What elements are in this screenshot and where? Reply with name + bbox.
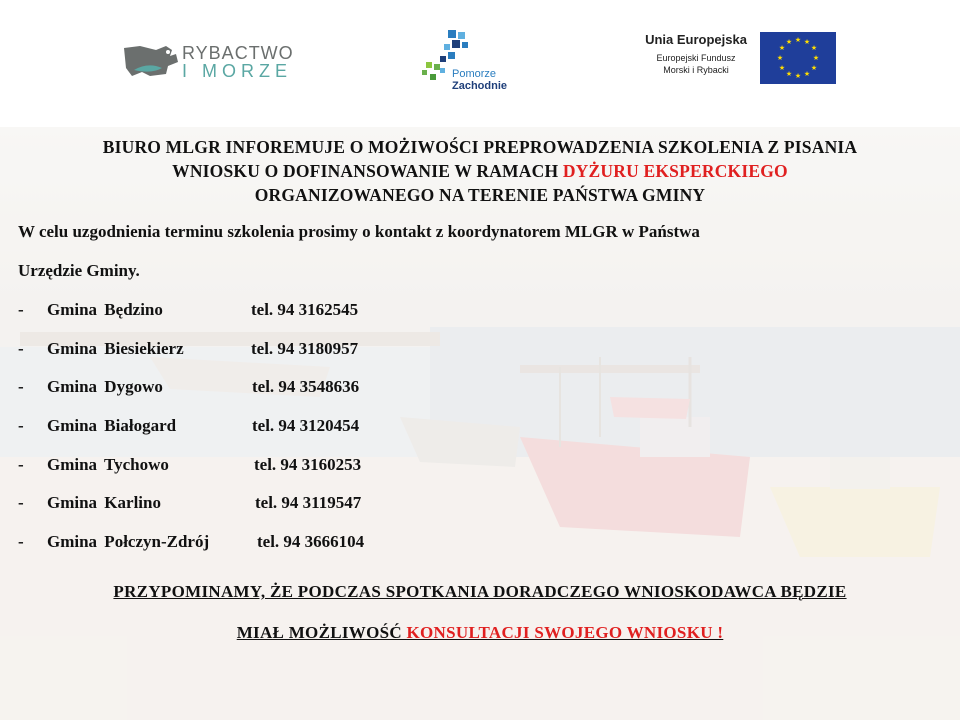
contact-name: Gmina Biesiekierz <box>47 339 184 358</box>
eu-flag-icon <box>760 32 836 84</box>
svg-text:★: ★ <box>810 44 818 52</box>
fish-icon <box>122 40 180 80</box>
reminder-line2-text: MIAŁ MOŻLIWOŚĆ <box>236 623 407 642</box>
headline-line2 <box>20 159 940 183</box>
list-dash: - <box>18 300 24 319</box>
pomorze-logo-line2: Zachodnie <box>452 80 508 92</box>
pomorze-logo-line1: Pomorze <box>452 68 497 80</box>
contact-phone: tel. 94 3666104 <box>257 532 365 551</box>
rybactwo-logo-line2: I MORZE <box>182 61 292 81</box>
list-dash: - <box>18 532 24 551</box>
rybactwo-i-morze-logo <box>122 40 292 86</box>
logo-header <box>0 0 960 127</box>
eu-logo-subtitle <box>636 52 756 76</box>
contact-name: Gmina Tychowo <box>47 455 169 474</box>
pomorze-logo-text <box>452 68 507 92</box>
rybactwo-logo-line1: RYBACTWO <box>182 43 294 63</box>
intro-line2: Urzędzie Gminy. <box>18 261 140 280</box>
svg-text:★: ★ <box>794 36 802 44</box>
list-dash: - <box>18 416 24 435</box>
svg-text:★: ★ <box>810 64 818 72</box>
contact-name: Gmina Karlino <box>47 493 161 512</box>
reminder-consultation: KONSULTACJI SWOJEGO WNIOSKU ! <box>406 623 724 642</box>
list-dash: - <box>18 339 24 358</box>
svg-text:★: ★ <box>803 70 811 78</box>
svg-text:★: ★ <box>812 54 820 62</box>
contact-name: Gmina Będzino <box>47 300 163 319</box>
headline-line3: ORGANIZOWANEGO NA TERENIE PAŃSTWA GMINY <box>254 185 706 205</box>
contact-phone: tel. 94 3180957 <box>251 339 359 358</box>
svg-text:★: ★ <box>778 64 786 72</box>
headline <box>20 135 940 207</box>
svg-text:★: ★ <box>785 38 793 46</box>
eu-logo <box>632 32 842 92</box>
rybactwo-logo-text <box>182 44 294 80</box>
eu-logo-line2: Morski i Rybacki <box>663 65 729 75</box>
contact-phone: tel. 94 3162545 <box>251 300 359 319</box>
contact-phone: tel. 94 3119547 <box>255 493 362 512</box>
svg-text:★: ★ <box>778 44 786 52</box>
contact-phone: tel. 94 3160253 <box>254 455 362 474</box>
eu-logo-line1: Europejski Fundusz <box>656 53 736 63</box>
headline-line1: BIURO MLGR INFOREMUJE O MOŻIWOŚCI PREPROWADZENIA SZKOLENIA Z PISANIA <box>102 137 858 157</box>
svg-text:★: ★ <box>794 72 802 80</box>
svg-text:★: ★ <box>803 38 811 46</box>
reminder-line2 <box>20 623 940 643</box>
list-dash: - <box>18 377 24 396</box>
list-dash: - <box>18 493 24 512</box>
headline-expert-duty: DYŻURU EKSPERCKIEGO <box>562 161 788 181</box>
pomorze-zachodnie-logo <box>418 28 528 94</box>
reminder-line1: PRZYPOMINAMY, ŻE PODCZAS SPOTKANIA DORADCZEGO WNIOSKODAWCA BĘDZIE <box>113 582 847 601</box>
list-dash: - <box>18 455 24 474</box>
contact-phone: tel. 94 3548636 <box>252 377 360 396</box>
contact-name: Gmina Połczyn-Zdrój <box>47 532 210 551</box>
contact-name: Gmina Białogard <box>47 416 177 435</box>
intro-line1: W celu uzgodnienia terminu szkolenia prosimy o kontakt z koordynatorem MLGR w Państwa <box>18 222 700 241</box>
headline-line2-text: WNIOSKU O DOFINANSOWANIE W RAMACH <box>172 161 563 181</box>
svg-text:★: ★ <box>785 70 793 78</box>
contact-phone: tel. 94 3120454 <box>252 416 360 435</box>
contact-name: Gmina Dygowo <box>47 377 163 396</box>
eu-logo-title: Unia Europejska <box>645 32 747 47</box>
svg-text:★: ★ <box>776 54 784 62</box>
